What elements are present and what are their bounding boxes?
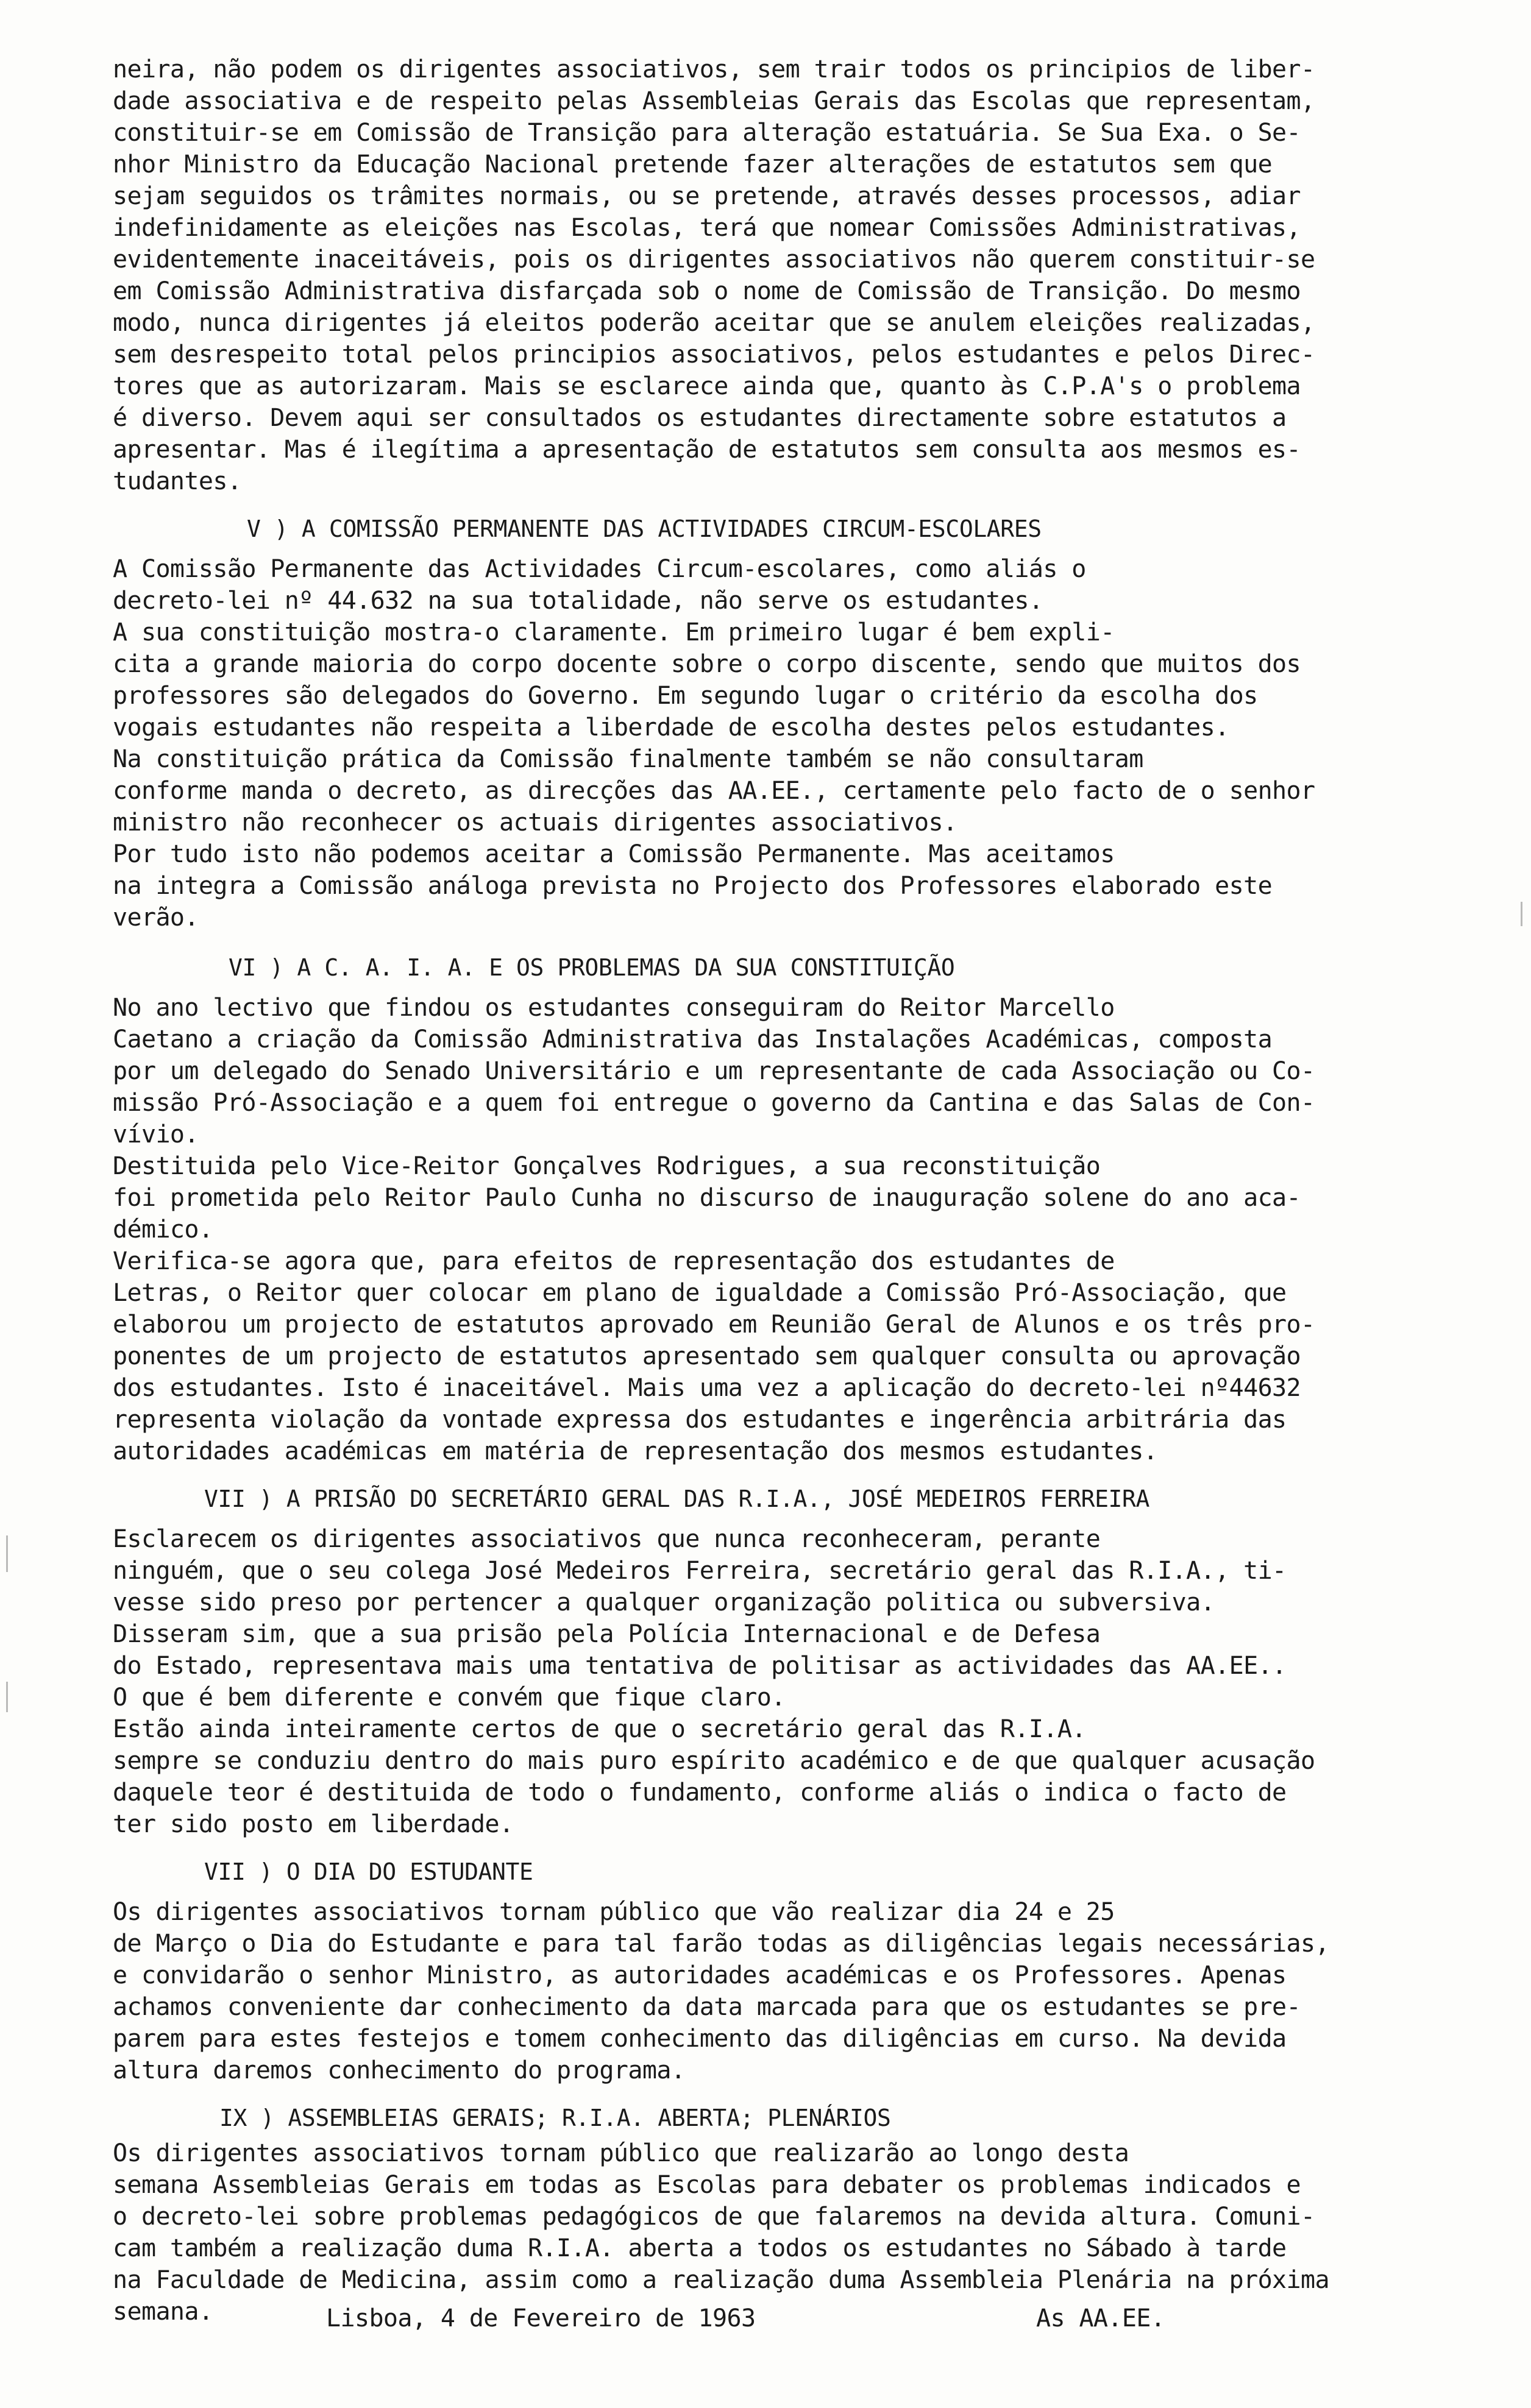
- text-line: A Comissão Permanente das Actividades Circum-escolares, como aliás o: [113, 555, 1086, 583]
- text-line: Por tudo isto não podemos aceitar a Comissão Permanente. Mas aceitamos: [113, 840, 1115, 868]
- text-line: conforme manda o decreto, as direcções das AA.EE., certamente pelo facto de o senhor: [113, 777, 1315, 805]
- section-heading: VI ) A C. A. I. A. E OS PROBLEMAS DA SUA CONSTITUIÇÃO: [229, 954, 955, 981]
- section-vi: [113, 952, 1405, 1467]
- text-line: dade associativa e de respeito pelas Assembleias Gerais das Escolas que representam,: [113, 87, 1315, 115]
- text-line: apresentar. Mas é ilegítima a apresentação de estatutos sem consulta aos mesmos es-: [113, 436, 1301, 464]
- text-line: altura daremos conhecimento do programa.: [113, 2056, 686, 2084]
- text-line: sem desrespeito total pelos principios associativos, pelos estudantes e pelos Direc-: [113, 341, 1315, 369]
- text-line: ponentes de um projecto de estatutos apresentado sem qualquer consulta ou aprovação: [113, 1342, 1301, 1370]
- text-line: neira, não podem os dirigentes associativos, sem trair todos os principios de liber-: [113, 55, 1315, 83]
- text-line: daquele teor é destituida de todo o fundamento, conforme aliás o indica o facto de: [113, 1779, 1287, 1807]
- text-line: vogais estudantes não respeita a liberdade de escolha destes pelos estudantes.: [113, 714, 1229, 742]
- text-line: Os dirigentes associativos tornam público que vão realizar dia 24 e 25: [113, 1898, 1115, 1926]
- text-line: autoridades académicas em matéria de representação dos mesmos estudantes.: [113, 1437, 1158, 1465]
- text-line: por um delegado do Senado Universitário e um representante de cada Associação ou Co-: [113, 1057, 1315, 1085]
- text-line: Destituida pelo Vice-Reitor Gonçalves Rodrigues, a sua reconstituição: [113, 1152, 1101, 1180]
- text-line: representa violação da vontade expressa dos estudantes e ingerência arbitrária das: [113, 1406, 1287, 1434]
- scan-edge-mark: [1521, 902, 1522, 926]
- text-line: sempre se conduziu dentro do mais puro espírito académico e de que qualquer acusação: [113, 1747, 1315, 1775]
- text-line: démico.: [113, 1216, 213, 1244]
- text-line: de Março o Dia do Estudante e para tal farão todas as diligências legais necessárias,: [113, 1930, 1329, 1958]
- text-line: evidentemente inaceitáveis, pois os dirigentes associativos não querem constituir-se: [113, 246, 1315, 274]
- text-line: modo, nunca dirigentes já eleitos poderão aceitar que se anulem eleições realizadas,: [113, 309, 1315, 337]
- text-line: No ano lectivo que findou os estudantes conseguiram do Reitor Marcello: [113, 994, 1115, 1022]
- section-vii-prisao: [113, 1483, 1405, 1840]
- scan-edge-mark: [6, 1535, 8, 1572]
- text-line: achamos conveniente dar conhecimento da data marcada para que os estudantes se pre-: [113, 1993, 1301, 2021]
- section-heading: V ) A COMISSÃO PERMANENTE DAS ACTIVIDADES CIRCUM-ESCOLARES: [247, 515, 1042, 542]
- text-line: foi prometida pelo Reitor Paulo Cunha no discurso de inauguração solene do ano aca-: [113, 1184, 1301, 1212]
- text-line: nhor Ministro da Educação Nacional pretende fazer alterações de estatutos sem que: [113, 150, 1273, 179]
- text-line: indefinidamente as eleições nas Escolas, terá que nomear Comissões Administrativas,: [113, 214, 1301, 242]
- text-line: é diverso. Devem aqui ser consultados os estudantes directamente sobre estatutos a: [113, 404, 1287, 432]
- section-heading: VII ) O DIA DO ESTUDANTE: [204, 1858, 533, 1885]
- scan-edge-mark: [6, 1682, 8, 1712]
- text-line: A sua constituição mostra-o claramente. Em primeiro lugar é bem expli-: [113, 618, 1115, 646]
- text-line: parem para estes festejos e tomem conhecimento das diligências em curso. Na devida: [113, 2025, 1287, 2053]
- text-line: ninguém, que o seu colega José Medeiros Ferreira, secretário geral das R.I.A., ti-: [113, 1557, 1287, 1585]
- section-ix: [113, 2102, 1405, 2328]
- text-line: na Faculdade de Medicina, assim como a realização duma Assembleia Plenária na próxima: [113, 2266, 1329, 2294]
- signature: As AA.EE.: [1036, 2304, 1165, 2332]
- text-line: semana Assembleias Gerais em todas as Escolas para debater os problemas indicados e: [113, 2171, 1301, 2199]
- section-v: [113, 513, 1405, 933]
- section-dia-estudante: [113, 1856, 1405, 2086]
- text-line: sejam seguidos os trâmites normais, ou se pretende, através desses processos, adiar: [113, 182, 1301, 210]
- text-line: dos estudantes. Isto é inaceitável. Mais uma vez a aplicação do decreto-lei nº44632: [113, 1374, 1301, 1402]
- text-line: elaborou um projecto de estatutos aprovado em Reunião Geral de Alunos e os três pro-: [113, 1311, 1315, 1339]
- section-heading: VII ) A PRISÃO DO SECRETÁRIO GERAL DAS R.I.A., JOSÉ MEDEIROS FERREIRA: [204, 1486, 1149, 1512]
- text-line: e convidarão o senhor Ministro, as autoridades académicas e os Professores. Apenas: [113, 1961, 1287, 1989]
- text-line: Letras, o Reitor quer colocar em plano de igualdade a Comissão Pró-Associação, que: [113, 1279, 1287, 1307]
- text-line: Na constituição prática da Comissão finalmente também se não consultaram: [113, 745, 1143, 773]
- text-line: vesse sido preso por pertencer a qualquer organização politica ou subversiva.: [113, 1588, 1215, 1617]
- text-line: Estão ainda inteiramente certos de que o secretário geral das R.I.A.: [113, 1715, 1086, 1743]
- text-line: ter sido posto em liberdade.: [113, 1810, 514, 1838]
- text-line: Disseram sim, que a sua prisão pela Polícia Internacional e de Defesa: [113, 1620, 1101, 1648]
- section-heading: IX ) ASSEMBLEIAS GERAIS; R.I.A. ABERTA; PLENÁRIOS: [219, 2105, 891, 2131]
- text-line: na integra a Comissão análoga prevista no Projecto dos Professores elaborado este: [113, 872, 1273, 900]
- text-line: tores que as autorizaram. Mais se esclarece ainda que, quanto às C.P.A's o problema: [113, 372, 1301, 400]
- place-date: Lisboa, 4 de Fevereiro de 1963: [326, 2304, 756, 2332]
- text-line: O que é bem diferente e convém que fique claro.: [113, 1684, 786, 1712]
- text-line: cam também a realização duma R.I.A. aberta a todos os estudantes no Sábado à tarde: [113, 2234, 1287, 2262]
- text-line: o decreto-lei sobre problemas pedagógicos de que falaremos na devida altura. Comuni-: [113, 2203, 1315, 2231]
- text-line: constituir-se em Comissão de Transição para alteração estatuária. Se Sua Exa. o Se-: [113, 119, 1301, 147]
- text-line: Caetano a criação da Comissão Administrativa das Instalações Académicas, composta: [113, 1025, 1273, 1054]
- text-line: missão Pró-Associação e a quem foi entregue o governo da Cantina e das Salas de Con-: [113, 1089, 1315, 1117]
- text-line: decreto-lei nº 44.632 na sua totalidade, não serve os estudantes.: [113, 587, 1043, 615]
- text-line: ministro não reconhecer os actuais dirigentes associativos.: [113, 809, 957, 837]
- text-line: verão.: [113, 904, 199, 932]
- text-line: semana.: [113, 2298, 213, 2326]
- text-line: Verifica-se agora que, para efeitos de representação dos estudantes de: [113, 1247, 1115, 1275]
- text-line: Os dirigentes associativos tornam público que realizarão ao longo desta: [113, 2139, 1129, 2167]
- text-line: em Comissão Administrativa disfarçada sob o nome de Comissão de Transição. Do mesmo: [113, 277, 1301, 305]
- text-line: Esclarecem os dirigentes associativos que nunca reconheceram, perante: [113, 1525, 1101, 1553]
- text-line: vívio.: [113, 1121, 199, 1149]
- text-line: professores são delegados do Governo. Em segundo lugar o critério da escolha dos: [113, 682, 1258, 710]
- text-line: tudantes.: [113, 467, 242, 495]
- intro-paragraph: [113, 54, 1405, 497]
- document-body: [113, 54, 1405, 2328]
- text-line: cita a grande maioria do corpo docente sobre o corpo discente, sendo que muitos dos: [113, 650, 1301, 678]
- text-line: do Estado, representava mais uma tentativa de politisar as actividades das AA.EE..: [113, 1652, 1287, 1680]
